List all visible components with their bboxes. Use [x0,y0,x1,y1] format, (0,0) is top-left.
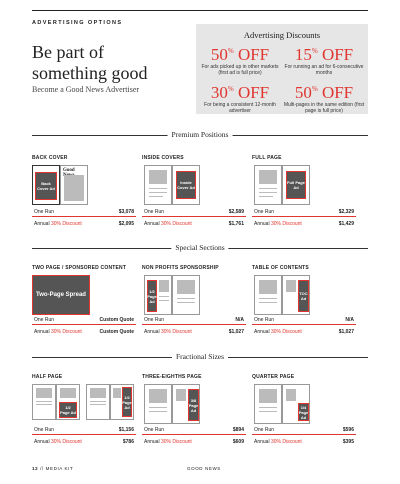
ad-option-two-page [32,265,136,315]
page-mock [254,275,282,315]
discount-value: 15% OFF [294,45,354,64]
discounts-title: Advertising Discounts [243,30,321,40]
ad-slot: 1/4 Page Ad [298,404,309,420]
price-row-annual: Annual 30% Discount $786 [34,439,134,445]
price-row-annual: Annual 30% Discount $2,095 [34,221,134,227]
footer-center: GOOD NEWS [187,466,221,471]
ad-slot: Full Page Ad [286,171,306,199]
discount-item [282,80,366,114]
page-mock [172,384,200,424]
subhead: Become a Good News Advertiser [32,85,140,94]
discount-value: 50% OFF [294,83,354,102]
ad-thumbnail [32,165,92,211]
option-title: INSIDE COVERS [142,155,184,161]
masthead: Good [63,168,75,173]
ad-option-toc [252,265,356,315]
section-header [32,352,368,362]
page-mock [144,384,172,424]
ad-slot: 1/2 Page Ad [59,402,77,418]
footer-left: 12 // MEDIA KIT [32,466,74,471]
option-title: HALF PAGE [32,374,63,380]
ad-option-nonprofit [142,265,246,315]
page-mock [282,384,310,424]
discount-note: For running an ad for 6-consecutive months [284,64,364,76]
discounts-panel [196,24,368,114]
ad-option-quarter-page [252,374,356,424]
discount-item [198,80,282,114]
discount-item [282,42,366,76]
price-row-one-run: One Run $894 [142,424,246,435]
page-mock [110,384,134,420]
price-row-one-run: One Run $3,078 [32,206,136,217]
ad-slot: 3/8 Page Ad [188,389,199,421]
discount-note: For being a consistent 12-month advertiser [204,102,276,114]
discount-item [198,42,282,76]
section-header [32,130,368,140]
price-row-one-run: One Run $2,329 [252,206,356,217]
page-mock [282,275,310,315]
price-row-annual: Annual 30% Discount Custom Quote [34,329,134,335]
section-header [32,243,368,253]
section-title: Premium Positions [168,130,233,139]
discount-note: Multi-pages in the same edition (first page is full price) [283,102,365,114]
ad-slot: 1/2 Page Ad [147,280,157,312]
page-mock [56,384,80,420]
page-mock [60,165,88,205]
section-title: Special Sections [171,243,228,252]
option-title: TWO PAGE / SPONSORED CONTENT [32,265,127,271]
ad-slot: Inside Cover Ad [176,171,196,199]
discount-value: 30% OFF [210,83,270,102]
ad-option-half-page [32,374,136,424]
option-title: BACK COVER [32,155,68,161]
option-title: TABLE OF CONTENTS [252,265,309,271]
option-title: NON PROFITS SPONSORSHIP [142,265,219,271]
ad-slot: 1/2 Page Ad [122,387,132,417]
ad-slot: TOC Ad [298,280,309,312]
price-row-one-run: One Run $596 [252,424,356,435]
option-title: QUARTER PAGE [252,374,295,380]
option-title: THREE-EIGHTHS PAGE [142,374,202,380]
price-row-annual: Annual 30% Discount $1,429 [254,221,354,227]
price-row-annual: Annual 30% Discount $609 [144,439,244,445]
page-mock [254,165,282,205]
section-title: Fractional Sizes [172,352,228,361]
ad-thumbnail [142,165,202,211]
price-row-one-run: One Run Custom Quote [32,314,136,325]
price-row-one-run: One Run $2,589 [142,206,246,217]
price-row-annual: Annual 30% Discount $1,027 [254,329,354,335]
price-row-annual: Annual 30% Discount $395 [254,439,354,445]
price-row-annual: Annual 30% Discount $1,027 [144,329,244,335]
price-row-one-run: One Run $1,156 [32,424,136,435]
ad-slot: Two-Page Spread [32,275,90,315]
page-mock [172,275,200,315]
page-mock [32,165,60,205]
ad-slot: Back Cover Ad [35,172,57,200]
page-mock [254,384,282,424]
ad-option-three-eighths [142,374,246,424]
top-rule [32,10,368,11]
option-title: FULL PAGE [252,155,282,161]
ad-thumbnail [252,165,312,211]
price-row-one-run: One Run N/A [252,314,356,325]
page-mock [172,165,200,205]
eyebrow: ADVERTISING OPTIONS [32,20,123,26]
price-row-one-run: One Run N/A [142,314,246,325]
price-row-annual: Annual 30% Discount $1,761 [144,221,244,227]
page-mock [144,275,172,315]
page-title: Be part of something good [32,42,148,83]
page-mock [282,165,310,205]
discount-value: 50% OFF [210,45,270,64]
discount-note: For ads picked up in other markets (first ad is full price) [201,64,279,76]
page-mock [86,384,110,420]
page-mock [144,165,172,205]
page-mock [32,384,56,420]
